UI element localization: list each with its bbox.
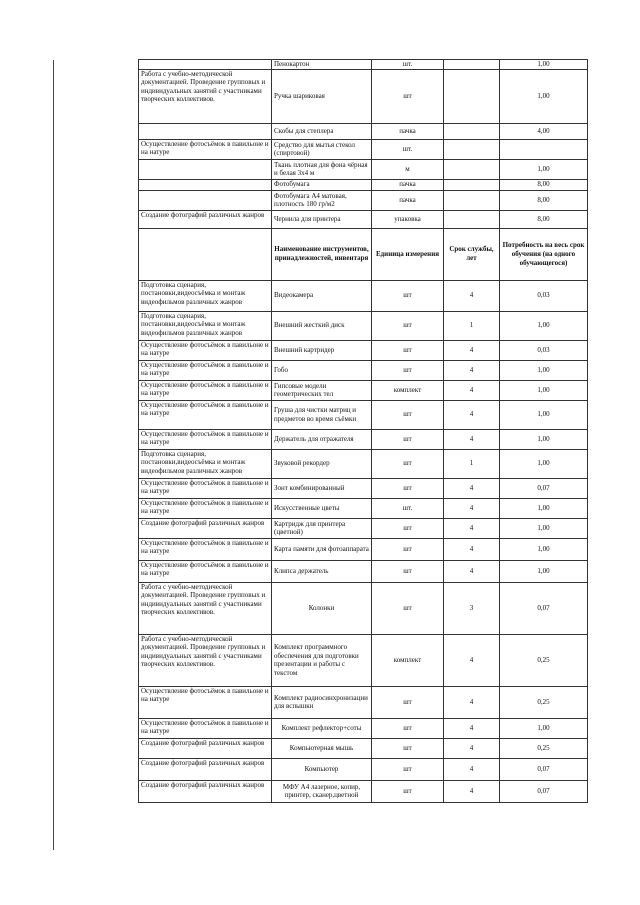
table-row: [139, 498, 588, 518]
item-cell: Гобо: [272, 360, 372, 380]
unit-cell: шт: [372, 340, 444, 360]
activity-cell: [139, 123, 272, 139]
activity-cell: Работа с учебно-методической документацией. Проведение групповых и индивидуальных занятий с участниками творческих коллективов.: [139, 634, 272, 686]
life-cell: [444, 69, 500, 123]
activity-cell: Осуществление фотосъёмок в павильоне и на натуре: [139, 400, 272, 429]
unit-cell: пачка: [372, 179, 444, 190]
header-need: Потребность на весь срок обучения (на одного обучающегося): [500, 228, 588, 280]
need-cell: 1,00: [500, 159, 588, 179]
activity-cell: [139, 179, 272, 190]
table-row: [139, 380, 588, 400]
life-cell: 4: [444, 634, 500, 686]
need-cell: 0,03: [500, 340, 588, 360]
life-cell: 1: [444, 311, 500, 340]
activity-cell: Создание фотографий различных жанров: [139, 518, 272, 538]
need-cell: 0,07: [500, 758, 588, 780]
unit-cell: шт: [372, 429, 444, 449]
item-cell: Клипса держатель: [272, 560, 372, 582]
life-cell: 4: [444, 498, 500, 518]
table-row: [139, 139, 588, 159]
activity-cell: [139, 159, 272, 179]
item-cell: Карта памяти для фотоаппарата: [272, 538, 372, 560]
header-item: Наименование инструментов, принадлежностей, инвентаря: [272, 228, 372, 280]
life-cell: [444, 123, 500, 139]
unit-cell: шт: [372, 582, 444, 634]
unit-cell: шт: [372, 478, 444, 498]
table-row: [139, 280, 588, 311]
need-cell: 1,00: [500, 60, 588, 70]
table-row: [139, 311, 588, 340]
item-cell: Колонки: [272, 582, 372, 634]
unit-cell: шт: [372, 738, 444, 758]
life-cell: 4: [444, 478, 500, 498]
activity-cell: Подготовка сценария, постановки,видеосъёмка и монтаж видеофильмов различных жанров: [139, 311, 272, 340]
activity-cell: Создание фотографий различных жанров: [139, 780, 272, 802]
activity-cell: Осуществление фотосъёмок в павильоне и на натуре: [139, 718, 272, 738]
table-row: [139, 449, 588, 478]
item-cell: Ткань плотная для фона чёрная и белая 3х4 м: [272, 159, 372, 179]
need-cell: 1,00: [500, 380, 588, 400]
item-cell: Держатель для отражателя: [272, 429, 372, 449]
table-row: [139, 686, 588, 718]
unit-cell: пачка: [372, 123, 444, 139]
activity-cell: Создание фотографий различных жанров: [139, 758, 272, 780]
item-cell: Внешний картридер: [272, 340, 372, 360]
need-cell: 0,25: [500, 634, 588, 686]
life-cell: 1: [444, 449, 500, 478]
unit-cell: шт: [372, 758, 444, 780]
life-cell: 4: [444, 758, 500, 780]
life-cell: 4: [444, 280, 500, 311]
item-cell: Скобы для степлера: [272, 123, 372, 139]
unit-cell: шт: [372, 400, 444, 429]
header-life: Срок службы, лет: [444, 228, 500, 280]
life-cell: 4: [444, 538, 500, 560]
unit-cell: шт: [372, 311, 444, 340]
unit-cell: пачка: [372, 190, 444, 210]
activity-cell: Работа с учебно-методической документацией. Проведение групповых и индивидуальных занятий с участниками творческих коллективов.: [139, 582, 272, 634]
need-cell: 8,00: [500, 190, 588, 210]
activity-cell: Подготовка сценария, постановки,видеосъёмка и монтаж видеофильмов различных жанров: [139, 449, 272, 478]
table-row: [139, 60, 588, 70]
item-cell: Гипсовые модели геометрических тел: [272, 380, 372, 400]
unit-cell: шт.: [372, 498, 444, 518]
need-cell: 1,00: [500, 449, 588, 478]
unit-cell: шт: [372, 718, 444, 738]
item-cell: Звуковой рекордер: [272, 449, 372, 478]
table-row: [139, 634, 588, 686]
need-cell: 1,00: [500, 560, 588, 582]
activity-cell: [139, 60, 272, 70]
life-cell: 4: [444, 380, 500, 400]
need-cell: 0,03: [500, 280, 588, 311]
unit-cell: шт: [372, 686, 444, 718]
item-cell: МФУ А4 лазерное, копир, принтер, сканер,цветной: [272, 780, 372, 802]
item-cell: Груша для чистки матриц и предметов во время съёмки: [272, 400, 372, 429]
activity-cell: Осуществление фотосъёмок в павильоне и на натуре: [139, 380, 272, 400]
need-cell: 0,25: [500, 738, 588, 758]
activity-cell: [139, 190, 272, 210]
unit-cell: шт.: [372, 139, 444, 159]
need-cell: 4,00: [500, 123, 588, 139]
unit-cell: шт: [372, 360, 444, 380]
need-cell: 1,00: [500, 498, 588, 518]
table-row: [139, 582, 588, 634]
activity-cell: Работа с учебно-методической документацией. Проведение групповых и индивидуальных занятий с участниками творческих коллективов.: [139, 69, 272, 123]
life-cell: 4: [444, 340, 500, 360]
life-cell: 4: [444, 518, 500, 538]
table-row: [139, 159, 588, 179]
unit-cell: шт.: [372, 60, 444, 70]
table-row: [139, 210, 588, 228]
table-row: [139, 123, 588, 139]
item-cell: Внешний жесткий диск: [272, 311, 372, 340]
page-margin-line: [53, 60, 54, 850]
life-cell: [444, 179, 500, 190]
table-row: [139, 69, 588, 123]
need-cell: 8,00: [500, 179, 588, 190]
item-cell: Комплект рефлектор+соты: [272, 718, 372, 738]
table-row: [139, 738, 588, 758]
life-cell: 3: [444, 582, 500, 634]
table-row: [139, 518, 588, 538]
need-cell: 1,00: [500, 69, 588, 123]
inventory-table-wrapper: [138, 59, 587, 803]
table-row: [139, 179, 588, 190]
need-cell: 1,00: [500, 311, 588, 340]
need-cell: 0,07: [500, 780, 588, 802]
life-cell: [444, 60, 500, 70]
item-cell: Компьютерная мышь: [272, 738, 372, 758]
life-cell: 4: [444, 686, 500, 718]
life-cell: [444, 159, 500, 179]
item-cell: Чернила для принтера: [272, 210, 372, 228]
table-row: [139, 538, 588, 560]
table-row: [139, 190, 588, 210]
need-cell: [500, 139, 588, 159]
life-cell: 4: [444, 718, 500, 738]
need-cell: 0,07: [500, 582, 588, 634]
life-cell: 4: [444, 360, 500, 380]
unit-cell: шт: [372, 560, 444, 582]
activity-cell: Осуществление фотосъёмок в павильоне и на натуре: [139, 429, 272, 449]
unit-cell: шт: [372, 538, 444, 560]
life-cell: 4: [444, 560, 500, 582]
unit-cell: упаковка: [372, 210, 444, 228]
activity-cell: Осуществление фотосъёмок в павильоне и на натуре: [139, 538, 272, 560]
activity-cell: Осуществление фотосъёмок в павильоне и на натуре: [139, 560, 272, 582]
need-cell: 0,25: [500, 686, 588, 718]
activity-cell: Создание фотографий различных жанров: [139, 210, 272, 228]
activity-cell: Осуществление фотосъёмок в павильоне и на натуре: [139, 139, 272, 159]
header-unit: Единица измерения: [372, 228, 444, 280]
table-row: [139, 780, 588, 802]
activity-cell: Подготовка сценария, постановки,видеосъёмка и монтаж видеофильмов различных жанров: [139, 280, 272, 311]
need-cell: 1,00: [500, 360, 588, 380]
unit-cell: шт: [372, 449, 444, 478]
item-cell: Комплект программного обеспечения для подготовки презентации и работы с текстом: [272, 634, 372, 686]
unit-cell: комплект: [372, 634, 444, 686]
activity-cell: Осуществление фотосъёмок в павильоне и на натуре: [139, 686, 272, 718]
life-cell: 4: [444, 400, 500, 429]
item-cell: Фотобумага: [272, 179, 372, 190]
item-cell: Комплект радиосинхронизации для вспышки: [272, 686, 372, 718]
activity-cell: Осуществление фотосъёмок в павильоне и на натуре: [139, 360, 272, 380]
activity-cell: Осуществление фотосъёмок в павильоне и на натуре: [139, 498, 272, 518]
table-header-row: [139, 228, 588, 280]
item-cell: Искусственные цветы: [272, 498, 372, 518]
item-cell: Зонт комбинированный: [272, 478, 372, 498]
item-cell: Ручка шариковая: [272, 69, 372, 123]
table-row: [139, 429, 588, 449]
need-cell: 1,00: [500, 400, 588, 429]
unit-cell: шт: [372, 69, 444, 123]
inventory-table: [138, 59, 588, 803]
item-cell: Компьютер: [272, 758, 372, 780]
unit-cell: шт: [372, 280, 444, 311]
life-cell: 4: [444, 738, 500, 758]
item-cell: Фотобумага А4 матовая, плотность 180 гр/м2: [272, 190, 372, 210]
unit-cell: шт: [372, 780, 444, 802]
table-row: [139, 560, 588, 582]
activity-cell: Создание фотографий различных жанров: [139, 738, 272, 758]
activity-cell: Осуществление фотосъёмок в павильоне и на натуре: [139, 478, 272, 498]
unit-cell: шт: [372, 518, 444, 538]
need-cell: 8,00: [500, 210, 588, 228]
consumables-section: [139, 60, 588, 229]
life-cell: 4: [444, 780, 500, 802]
table-row: [139, 758, 588, 780]
life-cell: [444, 210, 500, 228]
table-row: [139, 360, 588, 380]
table-row: [139, 400, 588, 429]
life-cell: [444, 190, 500, 210]
item-cell: Картридж для принтера (цветной): [272, 518, 372, 538]
need-cell: 1,00: [500, 429, 588, 449]
table-row: [139, 340, 588, 360]
activity-cell: Осуществление фотосъёмок в павильоне и на натуре: [139, 340, 272, 360]
item-cell: Пенокартон: [272, 60, 372, 70]
tools-header-section: [139, 228, 588, 280]
life-cell: [444, 139, 500, 159]
need-cell: 1,00: [500, 518, 588, 538]
need-cell: 0,07: [500, 478, 588, 498]
table-row: [139, 478, 588, 498]
table-row: [139, 718, 588, 738]
need-cell: 1,00: [500, 718, 588, 738]
need-cell: 1,00: [500, 538, 588, 560]
item-cell: Видеокамера: [272, 280, 372, 311]
life-cell: 4: [444, 429, 500, 449]
header-activity-cell: [139, 228, 272, 280]
unit-cell: комплект: [372, 380, 444, 400]
unit-cell: м: [372, 159, 444, 179]
tools-section: [139, 280, 588, 802]
item-cell: Средство для мытья стекол (спиртовой): [272, 139, 372, 159]
